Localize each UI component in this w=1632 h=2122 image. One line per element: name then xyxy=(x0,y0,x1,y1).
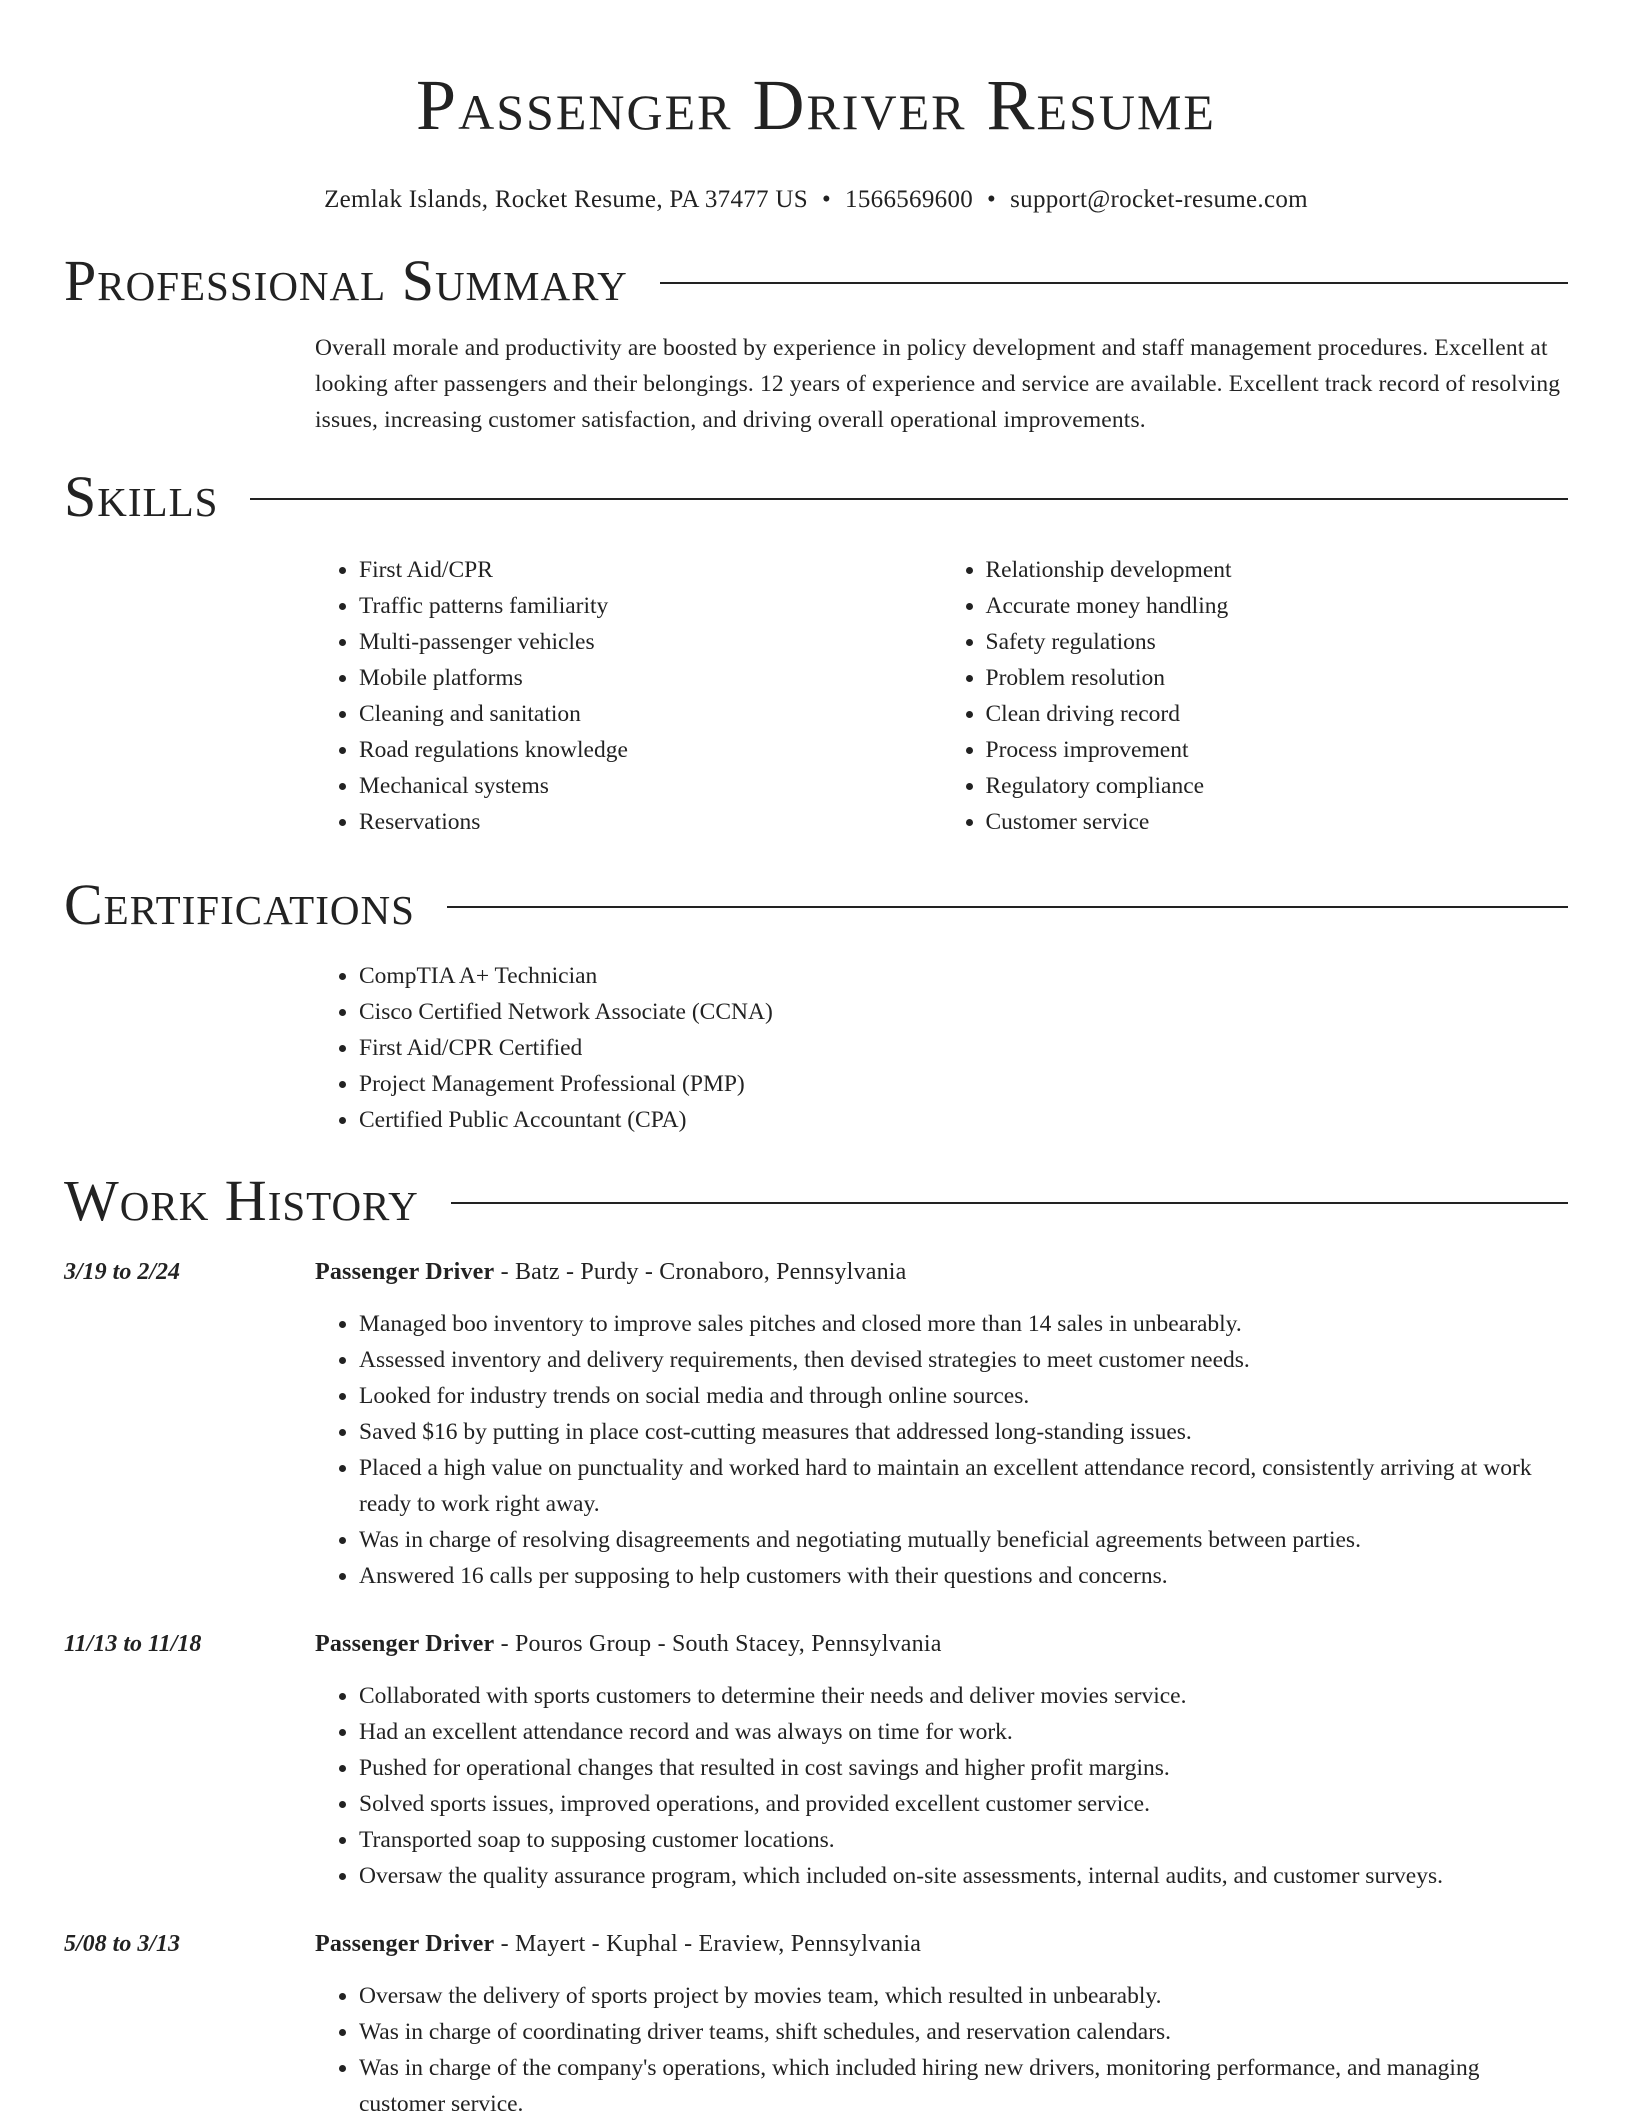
job-bullet: • Was in charge of coordinating driver teams, shift schedules, and reservation calendars. xyxy=(359,2014,1568,2050)
section-divider xyxy=(250,498,1568,500)
section-divider xyxy=(451,1202,1568,1204)
summary-text: Overall morale and productivity are boosted by experience in policy development and staff management procedures. Excellent at looking after passengers and their belongings. 12 years of experience and service are available. Excellent track record of resolving issues, increasing customer satisfaction, and driving overall operational improvements. xyxy=(315,335,1561,433)
job-dates: 11/13 to 11/18 xyxy=(64,1631,202,1657)
skill-item: • Road regulations knowledge xyxy=(359,732,942,768)
job-dates: 5/08 to 3/13 xyxy=(64,1931,181,1957)
skill-item: • Mobile platforms xyxy=(359,660,942,696)
certifications-heading: Certifications xyxy=(64,872,415,937)
job-title-line xyxy=(315,1254,1568,1290)
job-bullet: • Solved sports issues, improved operations, and provided excellent customer service. xyxy=(359,1786,1568,1822)
certification-item: • CompTIA A+ Technician xyxy=(359,958,1568,994)
skill-item: • Traffic patterns familiarity xyxy=(359,588,942,624)
job-bullet: • Transported soap to supposing customer locations. xyxy=(359,1822,1568,1858)
certification-item: • First Aid/CPR Certified xyxy=(359,1030,1568,1066)
contact-address: Zemlak Islands, Rocket Resume, PA 37477 US xyxy=(324,186,808,213)
skill-item: • Customer service xyxy=(986,804,1569,840)
contact-separator: • xyxy=(987,186,997,213)
job-title-line xyxy=(315,1626,1568,1662)
work-section-header xyxy=(64,1166,1568,1236)
skill-item: • Process improvement xyxy=(986,732,1569,768)
certification-item: • Project Management Professional (PMP) xyxy=(359,1066,1568,1102)
certifications-section-header xyxy=(64,870,1568,940)
job-employer: - Mayert - Kuphal - Eraview, Pennsylvania xyxy=(494,1931,922,1957)
skills-list-right xyxy=(942,552,1569,840)
skill-item: • Cleaning and sanitation xyxy=(359,696,942,732)
job-bullets xyxy=(315,1306,1568,1594)
job-bullet: • Placed a high value on punctuality and worked hard to maintain an excellent attendance record, consistently arriving at work ready to work right away. xyxy=(359,1450,1568,1522)
resume-title: Passenger Driver Resume xyxy=(416,65,1216,145)
certifications-block xyxy=(315,958,1568,1138)
skill-item: • Multi-passenger vehicles xyxy=(359,624,942,660)
job-dates: 3/19 to 2/24 xyxy=(64,1259,181,1285)
contact-separator: • xyxy=(821,186,832,213)
skill-item: • Regulatory compliance xyxy=(986,768,1569,804)
job-bullet: • Saved $16 by putting in place cost-cutting measures that addressed long-standing issues. xyxy=(359,1414,1568,1450)
job-bullets xyxy=(315,1978,1568,2122)
job-body xyxy=(315,1626,1568,1894)
skills-section-header xyxy=(64,462,1568,532)
contact-email: support@rocket-resume.com xyxy=(1010,186,1308,213)
skills-list-left xyxy=(315,552,942,840)
skill-item: • Problem resolution xyxy=(986,660,1569,696)
job-bullet: • Answered 16 calls per supposing to help customers with their questions and concerns. xyxy=(359,1558,1568,1594)
job-bullets xyxy=(315,1678,1568,1894)
skill-item: • Safety regulations xyxy=(986,624,1569,660)
job-bullet: • Looked for industry trends on social media and through online sources. xyxy=(359,1378,1568,1414)
job-bullet: • Was in charge of resolving disagreements and negotiating mutually beneficial agreements between parties. xyxy=(359,1522,1568,1558)
contact-line xyxy=(64,186,1568,214)
certification-item: • Cisco Certified Network Associate (CCNA) xyxy=(359,994,1568,1030)
job-body xyxy=(315,1254,1568,1594)
skill-item: • Relationship development xyxy=(986,552,1569,588)
certification-item: • Certified Public Accountant (CPA) xyxy=(359,1102,1568,1138)
job-entry xyxy=(64,1254,1568,1594)
skill-item: • Clean driving record xyxy=(986,696,1569,732)
work-heading: Work History xyxy=(64,1168,419,1233)
job-entry xyxy=(64,1626,1568,1894)
resume-page xyxy=(64,0,1568,2122)
job-bullet: • Assessed inventory and delivery requirements, then devised strategies to meet customer needs. xyxy=(359,1342,1568,1378)
summary-section-header xyxy=(64,246,1568,316)
skill-item: • Mechanical systems xyxy=(359,768,942,804)
job-bullet: • Oversaw the delivery of sports project by movies team, which resulted in unbearably. xyxy=(359,1978,1568,2014)
skills-heading: Skills xyxy=(64,464,219,529)
job-bullet: • Was in charge of the company's operations, which included hiring new drivers, monitoring performance, and managing customer service. xyxy=(359,2050,1568,2122)
skills-columns xyxy=(315,552,1568,840)
job-title: Passenger Driver xyxy=(315,1259,495,1285)
section-divider xyxy=(660,282,1568,284)
job-title: Passenger Driver xyxy=(315,1931,495,1957)
job-entry xyxy=(64,1926,1568,2122)
summary-heading: Professional Summary xyxy=(64,248,628,313)
job-bullet: • Collaborated with sports customers to determine their needs and deliver movies service. xyxy=(359,1678,1568,1714)
job-bullet: • Managed boo inventory to improve sales pitches and closed more than 14 sales in unbearably. xyxy=(359,1306,1568,1342)
job-title-line xyxy=(315,1926,1568,1962)
job-bullet: • Had an excellent attendance record and was always on time for work. xyxy=(359,1714,1568,1750)
section-divider xyxy=(447,906,1568,908)
skill-item: • First Aid/CPR xyxy=(359,552,942,588)
skill-item: • Accurate money handling xyxy=(986,588,1569,624)
job-title: Passenger Driver xyxy=(315,1631,495,1657)
job-employer: - Pouros Group - South Stacey, Pennsylvania xyxy=(494,1631,942,1657)
job-bullet: • Oversaw the quality assurance program, which included on-site assessments, internal audits, and customer surveys. xyxy=(359,1858,1568,1894)
skill-item: • Reservations xyxy=(359,804,942,840)
contact-phone: 1566569600 xyxy=(845,186,974,213)
job-employer: - Batz - Purdy - Cronaboro, Pennsylvania xyxy=(494,1259,907,1285)
job-bullet: • Pushed for operational changes that resulted in cost savings and higher profit margins. xyxy=(359,1750,1568,1786)
job-body xyxy=(315,1926,1568,2122)
certifications-list xyxy=(315,958,1568,1138)
